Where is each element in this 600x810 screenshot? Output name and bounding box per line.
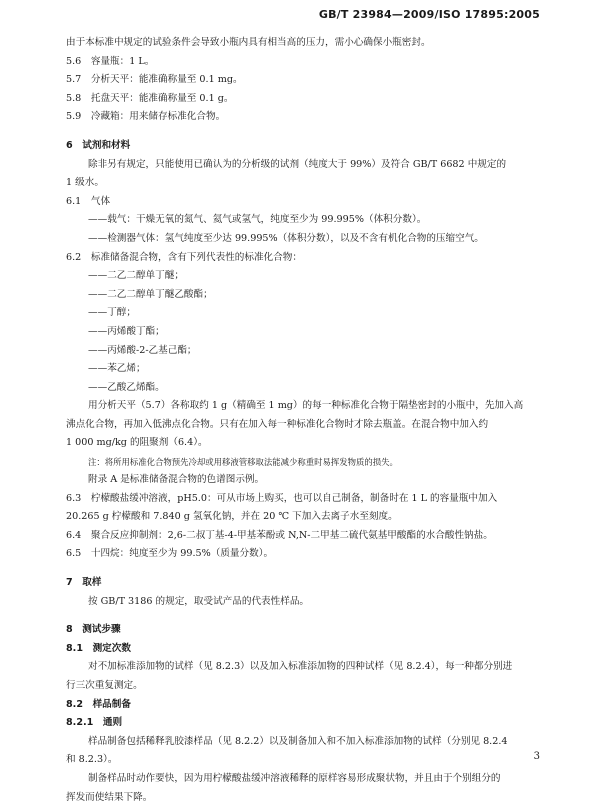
text-line: 对不加标准添加物的试样（见 8.2.3）以及加入标准添加物的四种试样（见 8.2.4），每一种都分别进	[88, 661, 513, 673]
text-line: 8 测试步骤	[66, 624, 121, 636]
standard-header: GB/T 23984—2009/ISO 17895:2005	[318, 8, 540, 21]
text-line: 7 取样	[66, 577, 102, 589]
text-line: 5.7 分析天平：能准确称量至 0.1 mg。	[66, 74, 243, 86]
text-line: 6 试剂和材料	[66, 139, 131, 151]
text-line: 由于本标准中规定的试验条件会导致小瓶内具有相当高的压力，需小心确保小瓶密封。	[66, 37, 431, 48]
text-line: ——二乙二醇单丁醚；	[88, 270, 184, 282]
text-line: ——载气：干燥无氧的氮气、氦气或氢气，纯度至少为 99.995%（体积分数）。	[88, 214, 427, 226]
text-line: 20.265 g 柠檬酸和 7.840 g 氢氧化钠，并在 20 ℃ 下加入去离子水至刻度。	[66, 511, 398, 523]
text-line: 6.2 标准储备混合物，含有下列代表性的标准化合物：	[66, 251, 302, 263]
text-line: 8.1 测定次数	[66, 642, 131, 654]
text-line: 行三次重复测定。	[66, 680, 143, 691]
text-line: 附录 A 是标准储备混合物的色谱图示例。	[88, 474, 265, 486]
text-line: 按 GB/T 3186 的规定，取受试产品的代表性样品。	[88, 595, 310, 607]
text-line: 6.5 十四烷：纯度至少为 99.5%（质量分数）。	[66, 548, 274, 560]
text-line: 和 8.2.3）。	[66, 754, 118, 766]
text-line: 8.2 样品制备	[66, 698, 131, 710]
text-line: ——乙酸乙烯酯。	[88, 381, 165, 393]
text-line: 挥发而使结果下降。	[66, 791, 153, 803]
text-line: ——丙烯酸-2-乙基己酯；	[88, 344, 197, 356]
text-line: 6.3 柠檬酸盐缓冲溶液，pH5.0：可从市场上购买，也可以自己制备，制备时在 1 L 的容量瓶中加入	[66, 492, 498, 504]
text-line: ——苯乙烯；	[88, 363, 146, 375]
text-line: ——丁醇；	[88, 307, 136, 319]
text-line: 注：将所用标准化合物预先冷却或用移液管移取法能减少称重时易挥发物质的损失。	[88, 457, 398, 468]
text-line: 制备样品时动作要快，因为用柠檬酸盐缓冲溶液稀释的原样容易形成聚状物，并且由于个别组分的	[88, 772, 501, 784]
text-line: 6.1 气体	[66, 195, 111, 207]
text-line: 除非另有规定，只能使用已确认为的分析级的试剂（纯度大于 99%）及符合 GB/T 6682 中规定的	[88, 158, 507, 170]
text-line: 6.4 聚合反应抑制剂：2,6-二叔丁基-4-甲基苯酚或 N,N-二甲基二硫代氨基甲酸酯的水合酸性钠盐。	[66, 529, 493, 541]
body-text	[66, 34, 536, 807]
text-line: 用分析天平（5.7）各称取约 1 g（精确至 1 mg）的每一种标准化合物于隔垫密封的小瓶中，先加入高	[88, 400, 524, 412]
text-line: ——二乙二醇单丁醚乙酸酯；	[88, 288, 213, 300]
text-line: 5.9 冷藏箱：用来储存标准化合物。	[66, 111, 226, 123]
text-line: ——检测器气体：氢气纯度至少达 99.995%（体积分数），以及不含有机化合物的压缩空气。	[88, 232, 484, 244]
text-line: 8.2.1 通则	[66, 717, 123, 729]
text-line: 沸点化合物，再加入低沸点化合物。只有在加入每一种标准化合物时才除去瓶盖。在混合物中加入约	[66, 418, 489, 430]
text-line: 1 级水。	[66, 177, 104, 189]
text-line: 1 000 mg/kg 的阻聚剂（6.4）。	[66, 437, 208, 449]
text-line: 5.6 容量瓶：1 L。	[66, 55, 155, 67]
text-line: 5.8 托盘天平：能准确称量至 0.1 g。	[66, 92, 234, 104]
page-number: 3	[533, 751, 540, 762]
text-line: ——丙烯酸丁酯；	[88, 325, 165, 337]
text-line: 样品制备包括稀释乳胶漆样品（见 8.2.2）以及制备加入和不加入标准添加物的试样（分别见 8.2.4	[88, 735, 508, 747]
